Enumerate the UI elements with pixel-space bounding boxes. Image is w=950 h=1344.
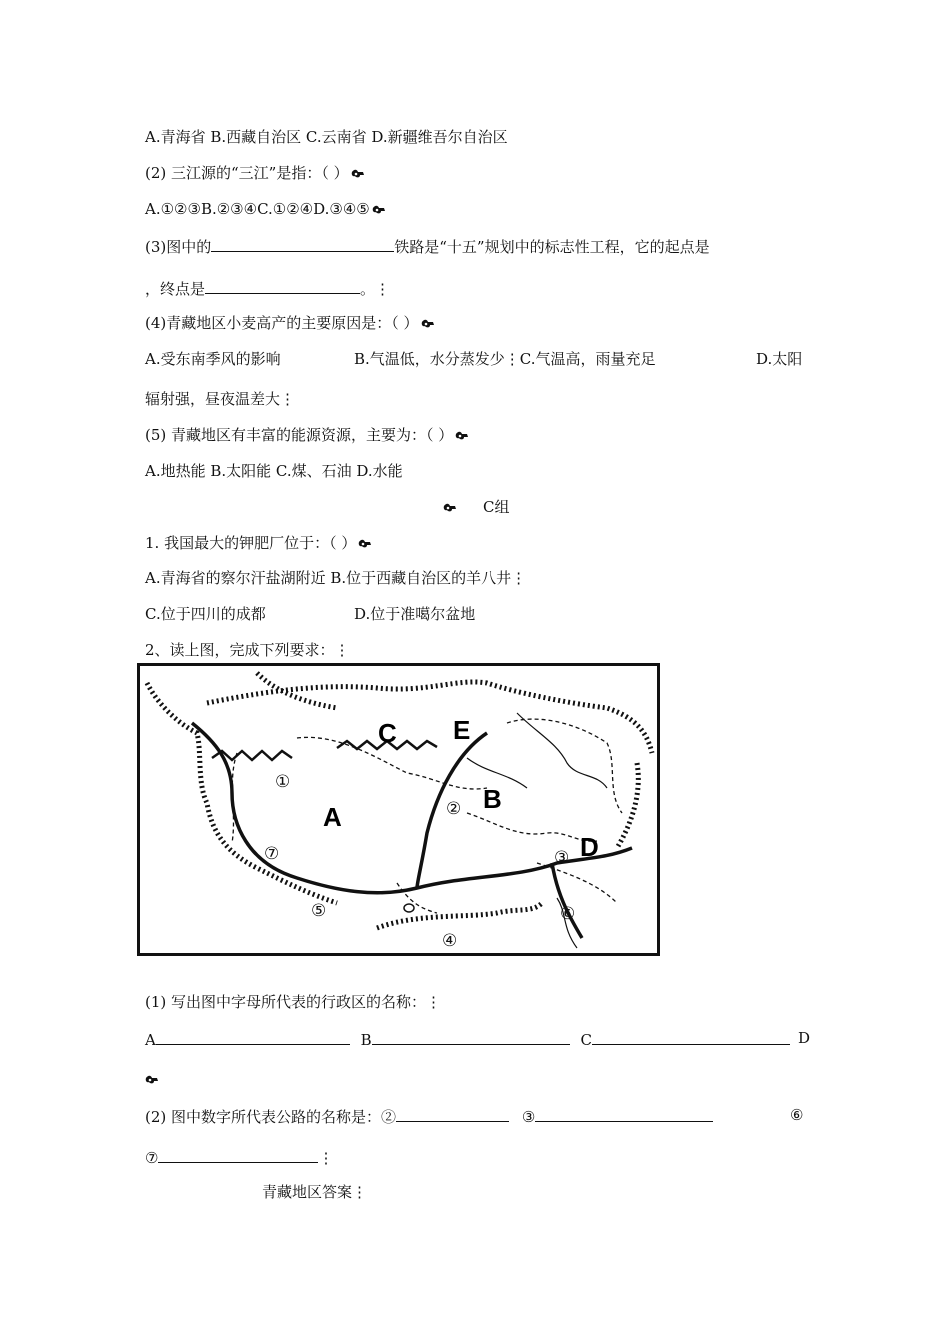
paragraph-mark-line [145, 1069, 159, 1089]
highway-number-5: ⑤ [311, 901, 327, 921]
q5-options: A.地热能 B.太阳能 C.煤、石油 D.水能 [145, 462, 403, 480]
highway-number-1: ① [275, 772, 291, 792]
paragraph-mark-icon [372, 205, 386, 215]
blank-c[interactable] [592, 1028, 790, 1045]
paragraph-mark-icon [145, 1075, 159, 1085]
highway-number-6: ⑥ [560, 904, 576, 924]
c1-option-d: D.位于准噶尔盆地 [354, 605, 476, 623]
qinghai-tibet-map [137, 663, 660, 956]
region-label-c: C [378, 718, 397, 748]
c1-option-c: C.位于四川的成都 [145, 605, 266, 623]
region-label-b: B [483, 784, 502, 814]
q3-railway-blank[interactable] [211, 235, 394, 252]
c1-stem: 1. 我国最大的钾肥厂位于：（ ） [145, 533, 372, 553]
q2-options: A.①②③B.②③④C.①②④D.③④⑤ [145, 199, 386, 219]
q3-terminus-blank[interactable] [205, 277, 360, 294]
blank-highway-7[interactable] [158, 1146, 318, 1163]
c2-q1-blanks: A B C [145, 1028, 790, 1050]
blank-6-label: ⑥ [790, 1106, 804, 1124]
c2-q2-cont: ⑦ ⋮ [145, 1146, 333, 1168]
q3-line2: ，终点是 。⋮ [145, 277, 390, 299]
map-frame [139, 665, 659, 955]
blank-highway-3[interactable] [535, 1105, 713, 1122]
c2-stem: 2、读上图，完成下列要求：⋮ [145, 641, 350, 659]
q4-opt-a: A.受东南季风的影响 [145, 350, 281, 368]
q4-cont: 辐射强，昼夜温差大⋮ [145, 390, 296, 408]
q5-stem: (5) 青藏地区有丰富的能源资源，主要为：（ ） [145, 425, 469, 445]
blank-a[interactable] [156, 1028, 350, 1045]
highway-number-7: ⑦ [264, 844, 280, 864]
paragraph-mark-icon [351, 169, 365, 179]
region-label-a: A [323, 802, 342, 832]
blank-highway-2[interactable] [396, 1105, 509, 1122]
answer-title: 青藏地区答案⋮ [262, 1183, 368, 1201]
q2-stem: (2) 三江源的“三江”是指：（ ） [145, 163, 365, 183]
q4-stem: (4)青藏地区小麦高产的主要原因是：（ ） [145, 313, 435, 333]
highway-number-3: ③ [554, 848, 570, 868]
q4-opt-d: D.太阳 [756, 350, 803, 368]
q3-line1: (3)图中的 铁路是“十五”规划中的标志性工程，它的起点是 [145, 235, 710, 257]
c2-q1: (1) 写出图中字母所代表的行政区的名称：⋮ [145, 993, 442, 1011]
highway-number-4: ④ [442, 931, 458, 951]
region-label-e: E [453, 715, 471, 745]
paragraph-mark-icon [443, 503, 457, 513]
blank-b[interactable] [372, 1028, 570, 1045]
paragraph-mark-icon [421, 319, 435, 329]
blank-d-label: D [798, 1029, 811, 1047]
c1-options-ab: A.青海省的察尔汗盐湖附近 B.位于西藏自治区的羊八井⋮ [145, 569, 527, 587]
paragraph-mark-icon [358, 539, 372, 549]
paragraph-mark-icon [455, 431, 469, 441]
q4-opt-bc: B.气温低，水分蒸发少⋮C.气温高，雨量充足 [354, 350, 656, 368]
region-label-d: D [580, 832, 599, 862]
highway-number-2: ② [446, 799, 462, 819]
q1-options: A.青海省 B.西藏自治区 C.云南省 D.新疆维吾尔自治区 [145, 128, 508, 146]
c2-q2: (2) 图中数字所代表公路的名称是：② ③ [145, 1105, 713, 1127]
group-title: C组 [441, 497, 509, 517]
